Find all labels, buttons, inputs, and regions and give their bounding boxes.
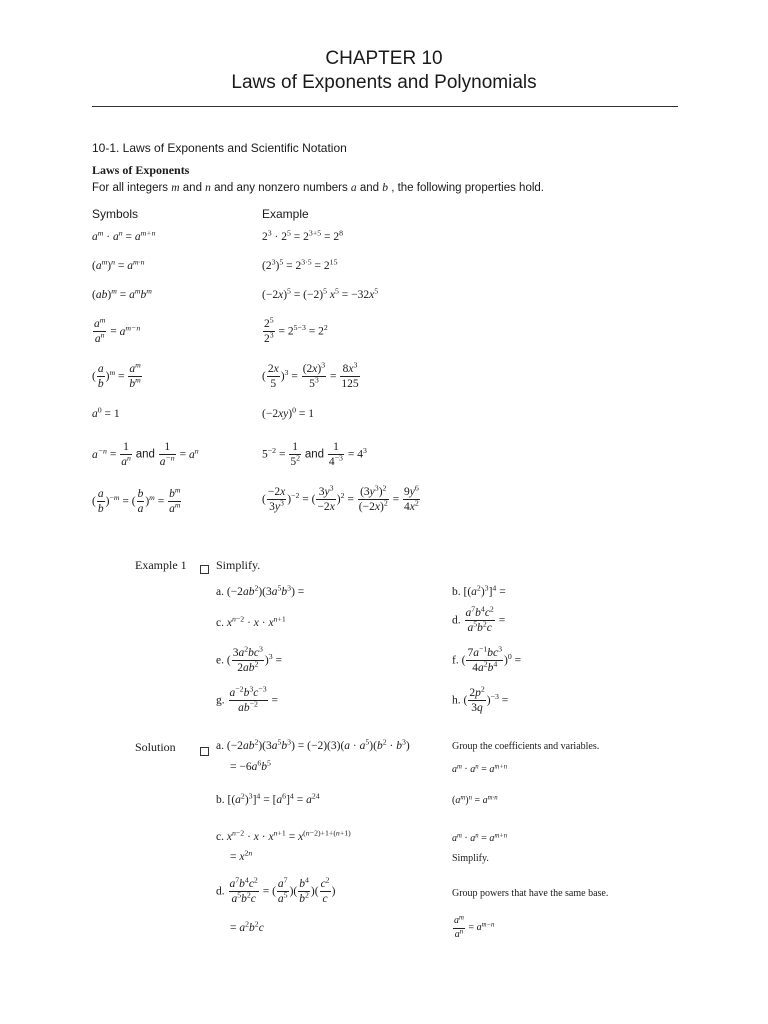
- ex-quotient: $\frac{2^5}{2^3}$ = $2^{5-3} = 2^2$: [264, 315, 328, 346]
- solution-d-line2: = $a^2b^2c$: [230, 919, 264, 934]
- note-same-base: Group powers that have the same base.: [452, 888, 609, 899]
- checkbox-icon: [200, 743, 209, 761]
- intro-text: For all integers m and n and any nonzero numbers a and b , the following properties hold.: [92, 182, 544, 194]
- example-label: Example 1: [135, 558, 187, 572]
- solution-label: Solution: [135, 740, 176, 754]
- law-negative-quotient: ( $\frac{a}{b}$ )$^{-m}$ = ( $\frac{b}{a}$ )$^m$ = $\frac{b^m}{a^m}$: [92, 485, 181, 516]
- problem-g: g. $\frac{a^{-2}b^3c^{-3}}{ab^{-2}}$ =: [216, 684, 279, 715]
- solution-c-line1: c. $x^{n-2} \cdot x \cdot x^{n+1} = x^{(n-2)+1+(n+1)}$: [216, 828, 351, 843]
- problem-d: d. $\frac{a^7b^4c^2}{a^5b^2c}$ =: [452, 604, 506, 635]
- solution-c-line2: = $x^{2n}$: [230, 848, 253, 863]
- solution-d-line1: d. $\frac{a^7b^4c^2}{a^5b^2c}$ = ( $\frac{a^7}{a^5}$ )( $\frac{b^4}{b^2}$ )( $\frac{c^2}{c}$ ): [216, 875, 336, 906]
- law-quotient-power: ( $\frac{a}{b}$ )$^m$ = $\frac{a^m}{b^m}$: [92, 360, 141, 391]
- note-product-rule-2: $a^m \cdot a^n = a^{m+n}$: [452, 832, 508, 844]
- note-quotient-rule: $\frac{a^m}{a^n}$ = $a^{m-n}$: [454, 914, 495, 940]
- chapter-title: Laws of Exponents and Polynomials: [231, 72, 537, 93]
- solution-b: b. $[(a^2)^3]^4 = [a^6]^4 = a^{24}$: [216, 791, 320, 806]
- law-product: $a^m \cdot a^n = a^{m+n}$: [92, 228, 156, 243]
- law-quotient: $\frac{a^m}{a^n}$ = $a^{m-n}$: [94, 315, 141, 346]
- problem-h: h. ( $\frac{2p^2}{3q}$ )$^{-3}$ =: [452, 684, 509, 715]
- checkbox-icon: [200, 561, 209, 579]
- ex-power: $(2^3)^5 = 2^{3\cdot 5} = 2^{15}$: [262, 257, 338, 272]
- example-instruction: Simplify.: [216, 558, 261, 572]
- col-symbols: Symbols: [92, 207, 139, 221]
- solution-a-line1: a. $(-2ab^2)(3a^5b^3) = (-2)(3)(a \cdot a^5)(b^2 \cdot b^3)$: [216, 737, 410, 752]
- ex-quotient-power: ( $\frac{2x}{5}$ )$^3$ = $\frac{(2x)^3}{5^3}$ = $\frac{8x^3}{125}$: [262, 360, 359, 391]
- section-subheading: Laws of Exponents: [92, 163, 190, 177]
- problem-b: b. $[(a^2)^3]^4$ =: [452, 583, 506, 598]
- note-simplify: Simplify.: [452, 853, 489, 864]
- law-zero: $a^0 = 1$: [92, 405, 120, 420]
- chapter-number: CHAPTER 10: [325, 48, 443, 69]
- solution-a-line2: = $-6a^6b^5$: [230, 758, 271, 773]
- header-rule: [92, 106, 678, 107]
- ex-product-power: $(-2x)^5 = (-2)^5$ $x^5 = -32x^5$: [262, 286, 379, 301]
- law-negative: $a^{-n}$ = $\frac{1}{a^n}$ and $\frac{1}{a^{-n}}$ = $a^n$: [92, 441, 199, 469]
- section-heading: 10-1. Laws of Exponents and Scientific Notation: [92, 141, 347, 155]
- ex-zero: $(-2xy)^0 = 1$: [262, 405, 315, 420]
- problem-f: f. ( $\frac{7a^{-1}bc^3}{4a^2b^4}$ )$^0$ =: [452, 644, 522, 675]
- note-group: Group the coefficients and variables.: [452, 741, 600, 752]
- problem-e: e. ( $\frac{3a^2bc^3}{2ab^2}$ )$^3$ =: [216, 644, 282, 675]
- ex-product: $2^3 \cdot 2^5 = 2^{3+5} = 2^8$: [262, 228, 344, 243]
- col-example: Example: [262, 207, 309, 221]
- note-product-rule: $a^m \cdot a^n = a^{m+n}$: [452, 763, 508, 775]
- problem-a: a. $(-2ab^2)(3a^5b^3)$ =: [216, 583, 305, 598]
- law-power: $(a^m)^n = a^{m\cdot n}$: [92, 257, 145, 272]
- problem-c: c. $x^{n-2} \cdot x \cdot x^{n+1}$: [216, 614, 286, 629]
- ex-negative: $5^{-2}$ = $\frac{1}{5^2}$ and $\frac{1}{4^{-3}}$ = $4^3$: [262, 441, 367, 469]
- note-power-rule: $(a^m)^n = a^{m\cdot n}$: [452, 794, 498, 806]
- ex-negative-quotient: ( $\frac{-2x}{3y^3}$ )$^{-2}$ = ( $\frac{3y^3}{-2x}$ )$^2$ = $\frac{(3y^3)^2}{(-2x)^2}$ = $\frac{9y^6}{4x^2}$: [262, 483, 419, 514]
- law-product-power: $(ab)^m = a^mb^m$: [92, 286, 152, 301]
